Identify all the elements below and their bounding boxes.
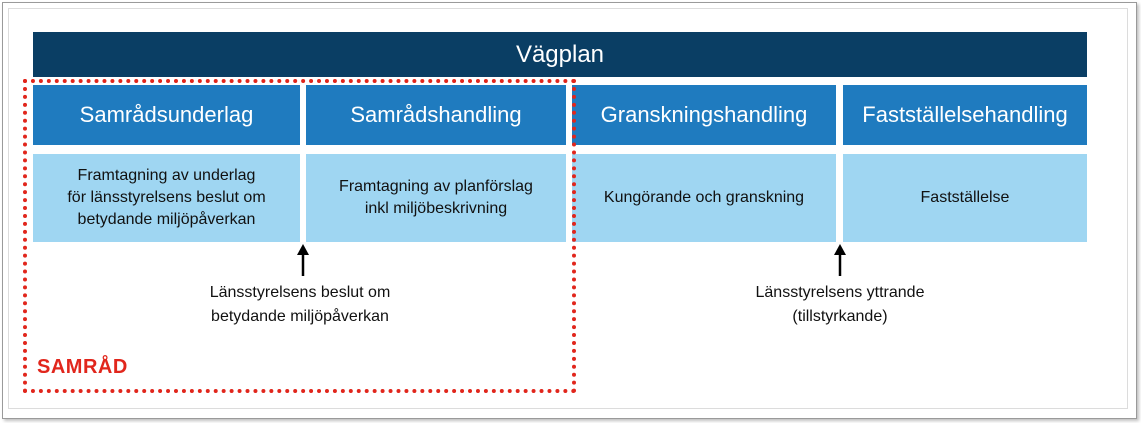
activity-underlag-line-1: Framtagning av underlag xyxy=(77,167,256,184)
activity-granskning xyxy=(572,154,836,242)
opinion-note-line-2: (tillstyrkande) xyxy=(792,308,888,325)
phase-samradshandling: Samrådshandling xyxy=(306,85,566,145)
activity-faststallelse-line-1: Fastställelse xyxy=(920,189,1010,206)
decision-note-line-2: betydande miljöpåverkan xyxy=(211,308,389,325)
samrad-label: SAMRÅD xyxy=(37,356,128,378)
phase-faststallelsehandling: Fastställelsehandling xyxy=(843,85,1087,145)
phase-granskningshandling: Granskningshandling xyxy=(572,85,836,145)
phase-samradsunderlag: Samrådsunderlag xyxy=(33,85,300,145)
activity-planforslag-line-2: inkl miljöbeskrivning xyxy=(364,200,508,217)
activity-faststallelse xyxy=(843,154,1087,242)
decision-note-line-1: Länsstyrelsens beslut om xyxy=(209,284,391,301)
opinion-arrow-icon xyxy=(833,244,847,278)
activity-planforslag-line-1: Framtagning av planförslag xyxy=(339,178,533,195)
vagplan-title: Vägplan xyxy=(33,32,1087,77)
activity-underlag-line-2: för länsstyrelsens beslut om xyxy=(67,189,266,206)
opinion-note xyxy=(700,281,980,329)
opinion-note-line-1: Länsstyrelsens yttrande xyxy=(755,284,925,301)
activity-underlag-line-3: betydande miljöpåverkan xyxy=(77,211,256,228)
samrad-group-outline xyxy=(23,79,576,393)
activity-granskning-line-1: Kungörande och granskning xyxy=(603,189,805,206)
